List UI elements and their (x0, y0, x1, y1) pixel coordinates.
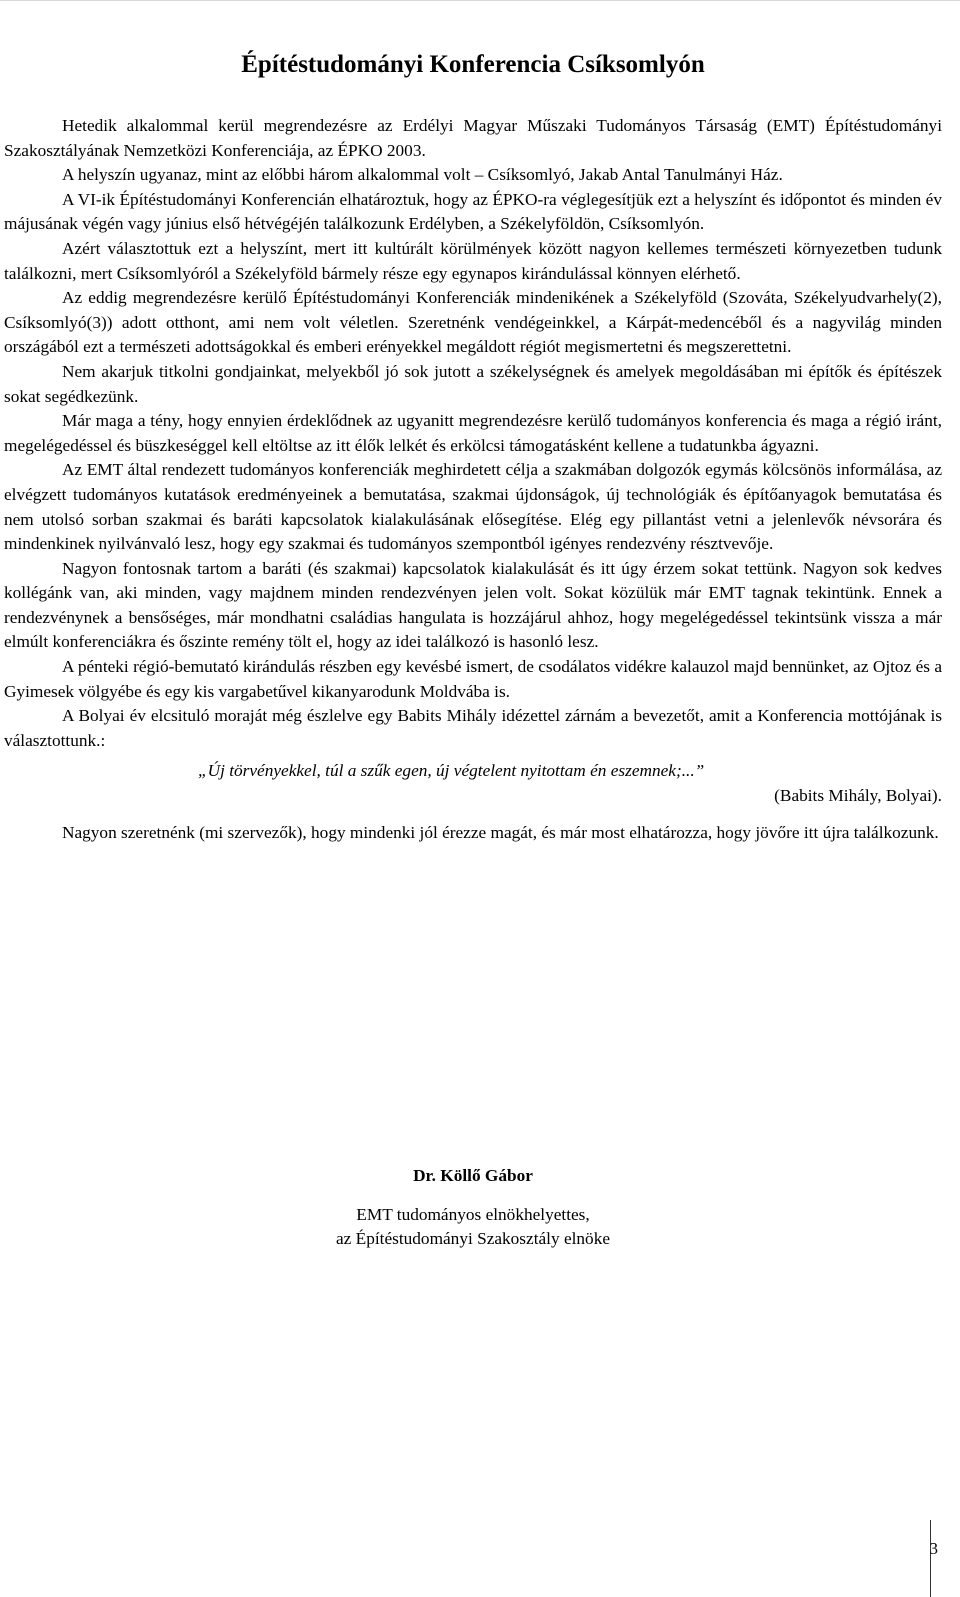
paragraph-motto-intro: A Bolyai év elcsituló moraját még észlelve egy Babits Mihály idézettel zárnám a bevezetőt, amit a Konferencia mottójának is választottunk.: (4, 706, 942, 750)
motto-quote (4, 759, 942, 808)
author-role-line-1: EMT tudományos elnökhelyettes, (356, 1204, 590, 1224)
paragraph-excursion: A pénteki régió-bemutató kirándulás részben egy kevésbé ismert, de csodálatos vidékre kalauzol majd bennünket, az Ojtoz és a Gyimesek völgyébe és egy kis vargabetűvel kikanyarodunk Moldvába is. (4, 657, 942, 701)
paragraph-goals: Az EMT által rendezett tudományos konferenciák meghirdetett célja a szakmában dolgozók egymás kölcsönös informálása, az elvégzett tudományos kutatások eredményeinek a bemutatása, szakmai újdonságok, új technológiák és építőanyagok bemutatása és nem utolsó sorban szakmai és baráti kapcsolatok kialakulásának elősegítése. Elég egy pillantást vetni a jelenlevők névsorára és mindenkinek nyilvánvaló lesz, hogy egy szakmai és tudományos szempontból igényes rendezvény résztvevője. (4, 460, 942, 554)
page-number: 3 (929, 1539, 938, 1558)
author-name: Dr. Köllő Gábor (413, 1166, 533, 1185)
paragraph-venue: A helyszín ugyanaz, mint az előbbi három alkalommal volt – Csíksomlyó, Jakab Antal Tanulmányi Ház. (62, 165, 783, 185)
paragraph-closing: Nagyon szeretnénk (mi szervezők), hogy mindenki jól érezze magát, és már most elhatározza, hogy jövőre itt újra találkozunk. (62, 822, 939, 842)
quote-text: „Új törvényekkel, túl a szűk egen, új végtelent nyitottam én eszemnek;...” (198, 761, 705, 781)
page-title: Építéstudományi Konferencia Csíksomlyón (241, 51, 705, 78)
article-body (4, 114, 942, 845)
paragraph-reason: Azért választottuk ezt a helyszínt, mert itt kultúrált körülmények között nagyon kellemes természeti környezetben tudunk találkozni, mert Csíksomlyóról a Székelyföld bármely része egy egynapos kirándulással könnyen elérhető. (4, 238, 942, 283)
paragraph-history: Az eddig megrendezésre kerülő Építéstudományi Konferenciák mindenikének a Székelyföld (Szováta, Székelyudvarhely(2), Csíksomlyó(3)) adott otthont, ami nem volt véletlen. Szeretnénk vendégeinkkel, a Kárpát-medencéből és a nagyvilág minden országából ezt a természeti adottságokkal és emberi erényekkel megáldott régiót megismertetni és megszerettetni. (4, 288, 942, 357)
author-role (4, 1203, 942, 1252)
paragraph-decision: A VI-ik Építéstudományi Konferencián elhatároztuk, hogy az ÉPKO-ra véglegesítjük ezt a helyszínt és időpontot és minden év májusának végén vagy június első hétvégéjén találkozunk Erdélyben, a Székelyföldön, Csíksomlyón. (4, 189, 942, 234)
author-role-line-2: az Építéstudományi Szakosztály elnöke (335, 1229, 611, 1249)
paragraph-relations: Nagyon fontosnak tartom a baráti (és szakmai) kapcsolatok kialakulását és itt úgy érzem sokat tettünk. Nagyon sok kedves kollégánk van, aki minden, vagy majdnem minden rendezvényen jelen volt. Sokat közülük már EMT tagnak tekintünk. Ennek a rendezvénynek a bensőséges, már mondhatni családias hangulata is hozzájárul ahhoz, hogy megelégedéssel tekintsünk vissza a már elmúlt konferenciákra és őszinte remény tölt el, hogy az idei találkozó is hasonló lesz. (4, 558, 942, 652)
paragraph-intro: Hetedik alkalommal kerül megrendezésre az Erdélyi Magyar Műszaki Tudományos Társaság (EMT) Építéstudományi Szakosztályának Nemzetközi Konferenciája, az ÉPKO 2003. (4, 116, 942, 160)
paragraph-concerns: Nem akarjuk titkolni gondjainkat, melyekből jó sok jutott a székelységnek és amelyek megoldásában mi építők és építészek sokat segédkezünk. (4, 361, 942, 406)
signature-block (4, 1164, 942, 1252)
quote-attribution: (Babits Mihály, Bolyai). (774, 786, 942, 806)
paragraph-interest: Már maga a tény, hogy ennyien érdeklődnek az ugyanitt megrendezésre kerülő tudományos konferencia és maga a régió iránt, megelégedéssel és büszkeséggel kell eltöltse az itt élők lelkét és erkölcsi támogatásként kellene a tudatunkba ágyazni. (4, 411, 942, 455)
top-border-line (0, 0, 960, 1)
